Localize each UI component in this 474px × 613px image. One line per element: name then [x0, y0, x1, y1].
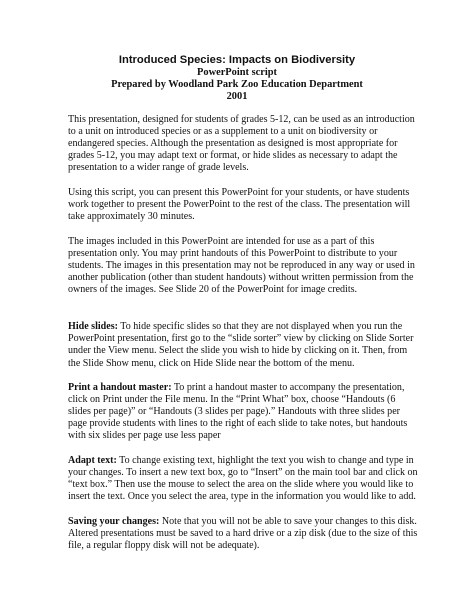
script-label: PowerPoint script: [197, 67, 277, 78]
section-text: Note that you will not be able to save your changes to this disk. Altered presentations must be saved to a hard drive or a zip disk (due to the size of this file, a regular floppy disk will not be adequate).: [68, 515, 418, 552]
intro-paragraph: The images included in this PowerPoint are intended for use as a part of this presentation only. You may print handouts of this PowerPoint to distribute to your students. The images in this presentation may not be reproduced in any way or used in another publication (other than student handouts) without written permission from the owners of the images. See Slide 20 of the PowerPoint for image credits.: [68, 235, 415, 296]
section-text: To hide specific slides so that they are not displayed when you run the PowerPoint presentation, first go to the “slide sorter” view by clicking on Slide Sorter under the View menu. Select the slide you wish to hide by clicking on it. Then, from the Slide Show menu, click on Hide Slide near the bottom of the menu.: [68, 321, 414, 369]
document-header: [0, 54, 474, 103]
section-text: To change existing text, highlight the text you wish to change and type in your changes. To insert a new text box, go to “Insert” on the main tool bar and click on “text box.” Then use the mouse to select the area on the slide where you would like to insert the text. Once you select the area, type in the information you would like to add.: [68, 455, 418, 503]
section-heading: Saving your changes:: [68, 515, 160, 527]
section-heading: Adapt text:: [68, 455, 117, 467]
document-title: Introduced Species: Impacts on Biodiversity: [118, 54, 356, 66]
document-body: [68, 114, 420, 565]
section-heading: Hide slides:: [68, 321, 118, 333]
section-saving-changes: [68, 516, 420, 552]
document-year: 2001: [226, 91, 248, 102]
intro-paragraph: Using this script, you can present this PowerPoint for your students, or have students work together to present the PowerPoint to the rest of the class. The presentation will take approximately 30 minutes.: [68, 186, 411, 223]
section-print-handout: [68, 382, 420, 442]
section-spacer: [68, 309, 420, 322]
section-heading: Print a handout master:: [68, 382, 172, 394]
section-adapt-text: [68, 455, 420, 503]
section-hide-slides: [68, 321, 420, 369]
intro-paragraph: This presentation, designed for students of grades 5-12, can be used as an introduction to a unit on introduced species or as a supplement to a unit on biodiversity or endangered species. Although the presentation as designed is most appropriate for grades 5-12, you may adapt text or format, or hide slides as necessary to adapt the presentation to a wider range of grade levels.: [68, 114, 415, 174]
prepared-by: Prepared by Woodland Park Zoo Education Department: [111, 79, 363, 90]
section-text: To print a handout master to accompany the presentation, click on Print under the File menu. In the “Print What” box, choose “Handouts (6 slides per page)” or “Handouts (3 slides per page).” Handouts with three slides per page provide students with lines to the right of each slide to take notes, but handouts with six slides per page use less paper: [68, 382, 408, 442]
